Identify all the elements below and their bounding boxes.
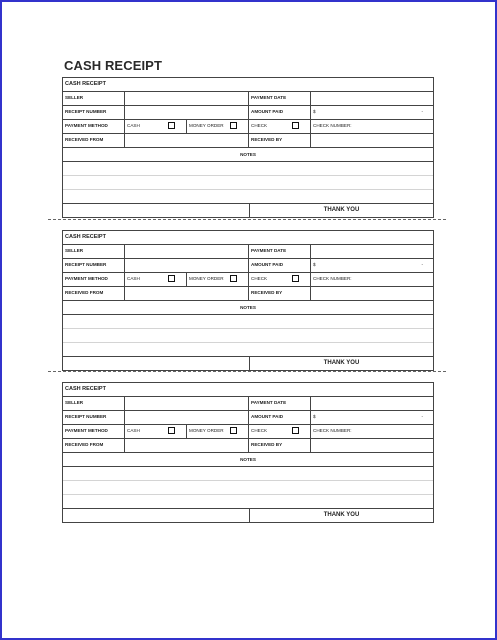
seller-field[interactable] [125, 92, 249, 105]
money-order-option [187, 120, 249, 133]
payment-method-label: PAYMENT METHOD [63, 273, 125, 286]
notes-line[interactable] [63, 162, 433, 176]
receipt-number-label: RECEIPT NUMBER [63, 259, 125, 272]
seller-row [63, 92, 433, 106]
seller-field[interactable] [125, 397, 249, 410]
notes-label: NOTES [63, 453, 433, 467]
cash-checkbox[interactable] [168, 275, 175, 282]
amount-dash: - [421, 262, 423, 267]
cash-option [125, 120, 187, 133]
payment-date-field[interactable] [311, 397, 433, 410]
payment-date-field[interactable] [311, 245, 433, 258]
payment-date-field[interactable] [311, 92, 433, 105]
money-order-label: MONEY ORDER [189, 276, 224, 281]
receipt-number-field[interactable] [125, 411, 249, 424]
check-checkbox[interactable] [292, 427, 299, 434]
payment-date-label: PAYMENT DATE [249, 397, 311, 410]
money-order-label: MONEY ORDER [189, 123, 224, 128]
seller-label: SELLER [63, 92, 125, 105]
cash-label: CASH [127, 428, 140, 433]
cash-checkbox[interactable] [168, 427, 175, 434]
amount-paid-field[interactable] [311, 259, 433, 272]
receipt-number-label: RECEIPT NUMBER [63, 411, 125, 424]
check-number-field[interactable]: CHECK NUMBER: [313, 276, 352, 281]
footer-blank [63, 204, 249, 217]
receipt-number-row [63, 259, 433, 273]
received-from-field[interactable] [125, 439, 249, 452]
receipt-number-field[interactable] [125, 106, 249, 119]
money-order-label: MONEY ORDER [189, 428, 224, 433]
notes-line[interactable] [63, 315, 433, 329]
received-by-field[interactable] [311, 439, 433, 452]
seller-field[interactable] [125, 245, 249, 258]
currency-symbol: $ [313, 109, 316, 114]
notes-line[interactable] [63, 190, 433, 203]
notes-line[interactable] [63, 329, 433, 343]
receipt-number-field[interactable] [125, 259, 249, 272]
cash-option [125, 273, 187, 286]
thank-you-label: THANK YOU [249, 204, 433, 217]
money-order-checkbox[interactable] [230, 427, 237, 434]
received-from-label: RECEIVED FROM [63, 287, 125, 300]
check-option [249, 425, 311, 438]
amount-paid-label: AMOUNT PAID [249, 259, 311, 272]
seller-row [63, 245, 433, 259]
check-option [249, 273, 311, 286]
notes-label: NOTES [63, 148, 433, 162]
amount-paid-field[interactable] [311, 411, 433, 424]
receipt-number-row [63, 411, 433, 425]
notes-line[interactable] [63, 495, 433, 508]
check-checkbox[interactable] [292, 275, 299, 282]
cash-label: CASH [127, 123, 140, 128]
receipt-footer [63, 356, 433, 370]
check-checkbox[interactable] [292, 122, 299, 129]
received-from-label: RECEIVED FROM [63, 439, 125, 452]
payment-date-label: PAYMENT DATE [249, 245, 311, 258]
receipt-header: CASH RECEIPT [63, 383, 433, 397]
amount-paid-field[interactable] [311, 106, 433, 119]
payment-method-row [63, 425, 433, 439]
received-by-label: RECEIVED BY [249, 439, 311, 452]
currency-symbol: $ [313, 262, 316, 267]
notes-line[interactable] [63, 176, 433, 190]
received-from-field[interactable] [125, 134, 249, 147]
received-by-label: RECEIVED BY [249, 287, 311, 300]
receipt-form-1 [62, 77, 434, 218]
amount-paid-label: AMOUNT PAID [249, 411, 311, 424]
check-number-field[interactable]: CHECK NUMBER: [313, 123, 352, 128]
check-option [249, 120, 311, 133]
seller-label: SELLER [63, 397, 125, 410]
page-title: CASH RECEIPT [64, 58, 162, 73]
received-by-label: RECEIVED BY [249, 134, 311, 147]
received-from-field[interactable] [125, 287, 249, 300]
money-order-option [187, 425, 249, 438]
seller-label: SELLER [63, 245, 125, 258]
received-row [63, 134, 433, 148]
receipt-footer [63, 203, 433, 217]
footer-blank [63, 509, 249, 522]
amount-paid-label: AMOUNT PAID [249, 106, 311, 119]
cash-option [125, 425, 187, 438]
footer-blank [63, 357, 249, 370]
money-order-checkbox[interactable] [230, 275, 237, 282]
cut-line [48, 219, 446, 220]
notes-line[interactable] [63, 467, 433, 481]
notes-line[interactable] [63, 343, 433, 356]
notes-label: NOTES [63, 301, 433, 315]
received-row [63, 439, 433, 453]
receipt-form-2 [62, 230, 434, 371]
check-label: CHECK [251, 123, 268, 128]
receipt-form-3 [62, 382, 434, 523]
check-number-field[interactable]: CHECK NUMBER: [313, 428, 352, 433]
received-by-field[interactable] [311, 287, 433, 300]
amount-dash: - [421, 414, 423, 419]
received-by-field[interactable] [311, 134, 433, 147]
payment-method-row [63, 273, 433, 287]
seller-row [63, 397, 433, 411]
cut-line [48, 371, 446, 372]
payment-method-label: PAYMENT METHOD [63, 120, 125, 133]
thank-you-label: THANK YOU [249, 357, 433, 370]
cash-checkbox[interactable] [168, 122, 175, 129]
currency-symbol: $ [313, 414, 316, 419]
check-label: CHECK [251, 428, 268, 433]
received-row [63, 287, 433, 301]
receipt-header: CASH RECEIPT [63, 231, 433, 245]
payment-method-label: PAYMENT METHOD [63, 425, 125, 438]
payment-method-row [63, 120, 433, 134]
receipt-number-row [63, 106, 433, 120]
amount-dash: - [421, 109, 423, 114]
thank-you-label: THANK YOU [249, 509, 433, 522]
received-from-label: RECEIVED FROM [63, 134, 125, 147]
money-order-checkbox[interactable] [230, 122, 237, 129]
check-label: CHECK [251, 276, 268, 281]
receipt-number-label: RECEIPT NUMBER [63, 106, 125, 119]
payment-date-label: PAYMENT DATE [249, 92, 311, 105]
cash-label: CASH [127, 276, 140, 281]
receipt-footer [63, 508, 433, 522]
receipt-header: CASH RECEIPT [63, 78, 433, 92]
money-order-option [187, 273, 249, 286]
notes-line[interactable] [63, 481, 433, 495]
